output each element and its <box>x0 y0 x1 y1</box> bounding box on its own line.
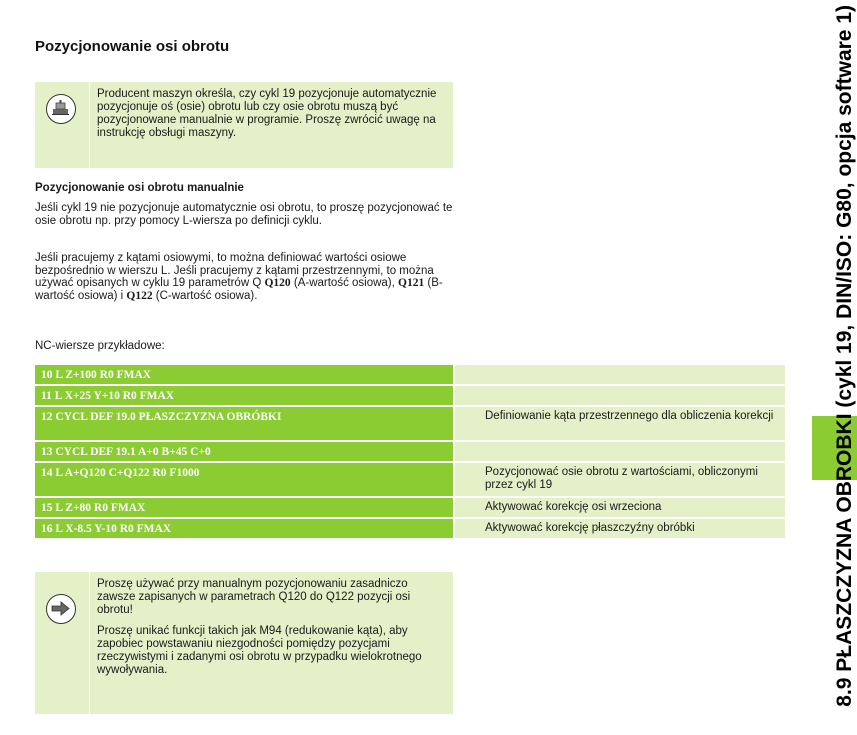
chapter-side-title: 8.9 PŁASZCZYZNA OBROBKI (cykl 19, DIN/ISO: G80, opcja software 1) <box>833 4 856 707</box>
table-row: 16 L X-8.5 Y-10 R0 FMAX Aktywować korekcję płaszczyźny obróbki <box>35 519 785 538</box>
machine-note-box <box>35 82 453 168</box>
paragraph-1: Jeśli cykl 19 nie pozycjonuje automatycznie osi obrotu, to proszę pozycjonować te osie obrotu np. przy pomocy L-wiersza po definicji cyklu. <box>35 202 453 227</box>
table-row: 11 L X+25 Y+10 R0 FMAX <box>35 386 785 405</box>
paragraph-2: Jeśli pracujemy z kątami osiowymi, to można definiować wartości osiowe bezpośrednio w wierszu L. Jeśli pracujemy z kątami przestrzennymi, to można używać opisanych w cyklu 19 parametrów Q Q120 (A-wartość osiowa), Q121 (B-wartość osiowa) i Q122 (C-wartość osiowa). <box>35 252 443 302</box>
arrow-right-icon <box>46 594 76 624</box>
hint-note-text: Proszę używać przy manualnym pozycjonowaniu zasadniczo zawsze zapisanych w parametrach Q120 do Q122 pozycji osi obrotu! Proszę unikać funkcji takich jak M94 (redukowanie kąta), aby zapobiec powstawaniu niezgodności pomiędzy pozycjami rzeczywistymi i zadanymi osi obrotu w przypadku wielokrotnego wywoływania. <box>97 578 422 676</box>
paragraph-3: NC-wiersze przykładowe: <box>35 340 165 352</box>
machine-manufacturer-icon <box>46 94 76 124</box>
table-row: 14 L A+Q120 C+Q122 R0 F1000 Pozycjonować osie obrotu z wartościami, obliczonymi przez cykl 19 <box>35 463 785 496</box>
table-row: 13 CYCL DEF 19.1 A+0 B+45 C+0 <box>35 442 785 461</box>
section-heading: Pozycjonowanie osi obrotu manualnie <box>35 182 244 194</box>
table-row: 15 L Z+80 R0 FMAX Aktywować korekcję osi wrzeciona <box>35 498 785 517</box>
page-title: Pozycjonowanie osi obrotu <box>35 38 230 55</box>
table-row: 12 CYCL DEF 19.0 PŁASZCZYZNA OBRÓBKI Definiowanie kąta przestrzennego dla obliczenia korekcji <box>35 407 785 440</box>
note-separator <box>89 572 90 714</box>
note-separator <box>89 82 90 168</box>
hint-note-box <box>35 572 453 714</box>
table-row: 10 L Z+100 R0 FMAX <box>35 365 785 384</box>
machine-note-text: Producent maszyn określa, czy cykl 19 pozycjonuje automatycznie pozycjonuje oś (osie) obrotu lub czy osie obrotu muszą być pozycjonowane manualnie w programie. Proszę zwrócić uwagę na instrukcję obsługi maszyny. <box>97 88 437 139</box>
